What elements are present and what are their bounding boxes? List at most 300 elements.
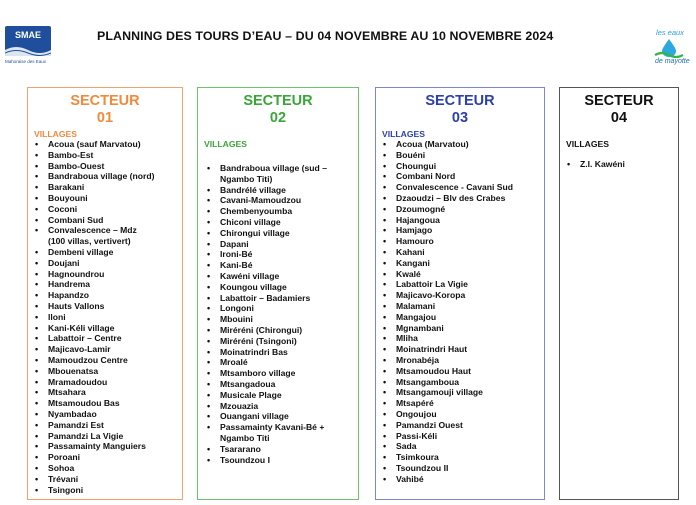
village-name: Coconi bbox=[48, 203, 78, 214]
eaux-de-mayotte-logo bbox=[646, 26, 692, 74]
village-item bbox=[28, 204, 182, 215]
village-item bbox=[198, 390, 358, 401]
village-item bbox=[376, 247, 544, 258]
bullet-icon: • bbox=[207, 195, 211, 206]
village-name: Ongoujou bbox=[396, 408, 437, 419]
village-item bbox=[198, 379, 358, 390]
village-name: Hajangoua bbox=[396, 214, 440, 225]
village-name: Passi-Kéli bbox=[396, 430, 438, 441]
village-name: Combani Nord bbox=[396, 171, 456, 182]
village-item bbox=[28, 355, 182, 366]
village-name: Mtsamoudou Haut bbox=[396, 365, 471, 376]
village-name: Tsoundzou II bbox=[396, 462, 449, 473]
village-name: Bouéni bbox=[396, 149, 426, 160]
village-item bbox=[376, 204, 544, 215]
village-name: Majicavo-Koropa bbox=[396, 290, 466, 301]
village-item bbox=[198, 163, 358, 185]
village-item bbox=[198, 422, 358, 444]
village-name: Trévani bbox=[48, 473, 79, 484]
village-name: Kahani bbox=[396, 246, 425, 257]
village-name: Hamjago bbox=[396, 225, 433, 236]
village-name: Mroalé bbox=[220, 357, 248, 368]
village-name: Chembenyoumba bbox=[220, 206, 293, 217]
bullet-icon: • bbox=[207, 227, 211, 238]
village-item bbox=[376, 161, 544, 172]
village-item bbox=[198, 455, 358, 466]
bullet-icon: • bbox=[383, 419, 387, 430]
village-name: Mtsangadoua bbox=[220, 378, 276, 389]
bullet-icon: • bbox=[383, 139, 387, 149]
village-name: Mbouenatsa bbox=[48, 365, 99, 376]
village-item bbox=[28, 301, 182, 312]
village-name: Kani-Bé bbox=[220, 260, 253, 271]
village-item bbox=[376, 452, 544, 463]
village-item bbox=[376, 193, 544, 204]
village-item bbox=[198, 239, 358, 250]
village-item bbox=[376, 139, 544, 150]
bullet-icon: • bbox=[35, 452, 39, 463]
village-item bbox=[376, 215, 544, 226]
village-item bbox=[28, 333, 182, 344]
village-name: Mliha bbox=[396, 333, 418, 344]
bullet-icon: • bbox=[207, 378, 211, 389]
village-name: Mronabéja bbox=[396, 354, 439, 365]
village-name: Kangani bbox=[396, 257, 430, 268]
village-name: Mzouazia bbox=[220, 400, 259, 411]
village-name: Tsararano bbox=[220, 443, 261, 454]
village-item bbox=[28, 161, 182, 172]
bullet-icon: • bbox=[207, 411, 211, 422]
bullet-icon: • bbox=[35, 333, 39, 344]
bullet-icon: • bbox=[207, 443, 211, 454]
bullet-icon: • bbox=[207, 324, 211, 335]
villages-label: VILLAGES bbox=[34, 129, 77, 139]
village-item bbox=[198, 217, 358, 228]
village-item bbox=[198, 206, 358, 217]
village-name: Combani Sud bbox=[48, 214, 104, 225]
village-item bbox=[198, 401, 358, 412]
village-item bbox=[376, 312, 544, 323]
village-item bbox=[28, 377, 182, 388]
sector-number: 03 bbox=[451, 110, 469, 126]
bullet-icon: • bbox=[383, 192, 387, 203]
bullet-icon: • bbox=[383, 311, 387, 322]
village-item bbox=[376, 344, 544, 355]
bullet-icon: • bbox=[383, 408, 387, 419]
village-name: Dapani bbox=[220, 238, 249, 249]
bullet-icon: • bbox=[383, 387, 387, 398]
village-name: Convalescence - Cavani Sud bbox=[396, 182, 514, 193]
sector-01-title bbox=[28, 93, 182, 127]
village-name: Choungui bbox=[396, 160, 437, 171]
village-item bbox=[28, 323, 182, 334]
village-name: Mamoudzou Centre bbox=[48, 354, 128, 365]
village-item bbox=[28, 387, 182, 398]
village-name: Acoua (sauf Marvatou) bbox=[48, 139, 141, 149]
village-item bbox=[28, 150, 182, 161]
bullet-icon: • bbox=[567, 159, 571, 169]
village-item bbox=[28, 441, 182, 452]
village-item bbox=[28, 452, 182, 463]
village-name: Hauts Vallons bbox=[48, 300, 105, 311]
bullet-icon: • bbox=[383, 333, 387, 344]
village-name: Kani-Kéli village bbox=[48, 322, 115, 333]
village-item bbox=[376, 269, 544, 280]
village-name: Sohoa bbox=[48, 462, 75, 473]
village-name: Pamandzi Ouest bbox=[396, 419, 463, 430]
village-name: Miréréni (Chirongui) bbox=[220, 324, 303, 335]
bullet-icon: • bbox=[207, 422, 211, 433]
village-item bbox=[28, 420, 182, 431]
bullet-icon: • bbox=[207, 368, 211, 379]
bullet-icon: • bbox=[207, 249, 211, 260]
village-item bbox=[28, 193, 182, 204]
village-item bbox=[28, 485, 182, 496]
sector-04-panel bbox=[559, 87, 679, 500]
village-name: Mbouini bbox=[220, 314, 253, 325]
village-name: Iloni bbox=[48, 311, 66, 322]
bullet-icon: • bbox=[35, 300, 39, 311]
bullet-icon: • bbox=[383, 257, 387, 268]
village-name: Tsoundzou I bbox=[220, 454, 270, 465]
sector-title-label: SECTEUR bbox=[243, 93, 313, 109]
village-list bbox=[560, 159, 678, 170]
bullet-icon: • bbox=[383, 290, 387, 301]
village-name: Acoua (Marvatou) bbox=[396, 139, 469, 149]
sector-number: 04 bbox=[610, 110, 628, 126]
village-item bbox=[198, 368, 358, 379]
village-item bbox=[376, 290, 544, 301]
bullet-icon: • bbox=[35, 376, 39, 387]
bullet-icon: • bbox=[207, 400, 211, 411]
bullet-icon: • bbox=[207, 163, 211, 173]
village-item bbox=[198, 260, 358, 271]
village-name: Pamandzi La Vigie bbox=[48, 430, 124, 441]
logo-text-top: les eaux bbox=[656, 28, 684, 37]
village-name: Bambo-Ouest bbox=[48, 160, 105, 171]
village-name: Labattoir – Badamiers bbox=[220, 292, 311, 303]
bullet-icon: • bbox=[35, 268, 39, 279]
sector-01-panel bbox=[27, 87, 183, 500]
bullet-icon: • bbox=[207, 346, 211, 357]
village-list bbox=[198, 163, 358, 465]
village-item bbox=[198, 314, 358, 325]
village-name: Mtsamboro village bbox=[220, 368, 296, 379]
village-name: Sada bbox=[396, 441, 417, 452]
smae-logo-subtitle: Mahoraise des Eaux bbox=[5, 59, 47, 64]
bullet-icon: • bbox=[383, 236, 387, 247]
village-name: Mramadoudou bbox=[48, 376, 108, 387]
villages-label: VILLAGES bbox=[204, 139, 247, 149]
village-name: Moinatrindri Haut bbox=[396, 344, 468, 355]
bullet-icon: • bbox=[207, 314, 211, 325]
bullet-icon: • bbox=[35, 484, 39, 495]
bullet-icon: • bbox=[35, 344, 39, 355]
bullet-icon: • bbox=[35, 182, 39, 193]
village-name: Convalescence – Mdz (100 villas, vertivert) bbox=[48, 225, 137, 247]
village-name: Mtsangamboua bbox=[396, 376, 460, 387]
village-name: Hamouro bbox=[396, 236, 434, 247]
bullet-icon: • bbox=[383, 182, 387, 193]
village-item bbox=[376, 182, 544, 193]
bullet-icon: • bbox=[35, 246, 39, 257]
page-title: PLANNING DES TOURS D’EAU – DU 04 NOVEMBRE AU 10 NOVEMBRE 2024 bbox=[97, 29, 554, 43]
bullet-icon: • bbox=[35, 149, 39, 160]
village-name: Passamainty Kavani-Bé + Ngambo Titi bbox=[220, 422, 325, 443]
bullet-icon: • bbox=[35, 365, 39, 376]
village-item bbox=[198, 444, 358, 455]
village-item bbox=[376, 398, 544, 409]
village-item bbox=[28, 409, 182, 420]
village-name: Vahibé bbox=[396, 473, 424, 484]
village-item bbox=[560, 159, 678, 170]
village-name: Bandrélé village bbox=[220, 184, 286, 195]
village-name: Bouyouni bbox=[48, 192, 88, 203]
village-name: Z.I. Kawéni bbox=[580, 159, 625, 169]
village-item bbox=[28, 258, 182, 269]
bullet-icon: • bbox=[383, 279, 387, 290]
village-item bbox=[28, 344, 182, 355]
bullet-icon: • bbox=[383, 225, 387, 236]
village-item bbox=[376, 355, 544, 366]
village-item bbox=[376, 387, 544, 398]
village-item bbox=[28, 431, 182, 442]
village-name: Tsingoni bbox=[48, 484, 84, 495]
bullet-icon: • bbox=[35, 462, 39, 473]
village-name: Chiconi village bbox=[220, 216, 281, 227]
village-item bbox=[376, 333, 544, 344]
village-item bbox=[376, 463, 544, 474]
village-item bbox=[376, 279, 544, 290]
bullet-icon: • bbox=[383, 441, 387, 452]
village-name: Miréréni (Tsingoni) bbox=[220, 335, 297, 346]
village-name: Mangajou bbox=[396, 311, 437, 322]
bullet-icon: • bbox=[35, 192, 39, 203]
village-name: Mgnambani bbox=[396, 322, 444, 333]
village-item bbox=[376, 409, 544, 420]
village-name: Pamandzi Est bbox=[48, 419, 104, 430]
village-item bbox=[376, 377, 544, 388]
village-name: Mtsapéré bbox=[396, 398, 434, 409]
village-name: Cavani-Mamoudzou bbox=[220, 195, 302, 206]
village-name: Moinatrindri Bas bbox=[220, 346, 288, 357]
bullet-icon: • bbox=[383, 322, 387, 333]
village-name: Tsimkoura bbox=[396, 452, 439, 463]
bullet-icon: • bbox=[207, 335, 211, 346]
village-item bbox=[198, 185, 358, 196]
village-name: Mtsangamouji village bbox=[396, 387, 483, 398]
village-name: Doujani bbox=[48, 257, 80, 268]
smae-logo-text: SMAE bbox=[14, 30, 41, 40]
village-name: Passamainty Manguiers bbox=[48, 441, 146, 452]
village-item bbox=[28, 247, 182, 258]
village-name: Mtsamoudou Bas bbox=[48, 398, 120, 409]
smae-logo bbox=[5, 26, 53, 76]
bullet-icon: • bbox=[207, 357, 211, 368]
bullet-icon: • bbox=[35, 473, 39, 484]
wave-icon bbox=[5, 44, 51, 56]
bullet-icon: • bbox=[35, 225, 39, 236]
bullet-icon: • bbox=[35, 322, 39, 333]
village-item bbox=[198, 293, 358, 304]
village-name: Bandraboua village (nord) bbox=[48, 171, 155, 182]
village-item bbox=[28, 215, 182, 226]
village-item bbox=[28, 269, 182, 280]
village-item bbox=[376, 474, 544, 485]
bullet-icon: • bbox=[383, 300, 387, 311]
village-item bbox=[28, 279, 182, 290]
village-item bbox=[198, 357, 358, 368]
village-item bbox=[376, 366, 544, 377]
village-name: Dembeni village bbox=[48, 246, 114, 257]
village-item bbox=[376, 301, 544, 312]
village-item bbox=[198, 325, 358, 336]
bullet-icon: • bbox=[383, 214, 387, 225]
bullet-icon: • bbox=[207, 184, 211, 195]
village-name: Kawéni village bbox=[220, 270, 280, 281]
bullet-icon: • bbox=[207, 206, 211, 217]
village-name: Majicavo-Lamir bbox=[48, 344, 111, 355]
bullet-icon: • bbox=[35, 354, 39, 365]
village-item bbox=[198, 336, 358, 347]
village-name: Labattoir – Centre bbox=[48, 333, 122, 344]
bullet-icon: • bbox=[207, 389, 211, 400]
bullet-icon: • bbox=[35, 279, 39, 290]
village-item bbox=[28, 398, 182, 409]
village-name: Bandraboua village (sud – Ngambo Titi) bbox=[220, 163, 327, 184]
bullet-icon: • bbox=[207, 238, 211, 249]
bullet-icon: • bbox=[383, 365, 387, 376]
village-item bbox=[198, 271, 358, 282]
sector-02-panel bbox=[197, 87, 359, 500]
village-item bbox=[198, 303, 358, 314]
village-item bbox=[28, 290, 182, 301]
bullet-icon: • bbox=[383, 398, 387, 409]
bullet-icon: • bbox=[383, 171, 387, 182]
village-item bbox=[376, 420, 544, 431]
village-item bbox=[28, 171, 182, 182]
village-name: Chirongui village bbox=[220, 227, 290, 238]
bullet-icon: • bbox=[35, 290, 39, 301]
bullet-icon: • bbox=[35, 139, 39, 149]
village-item bbox=[376, 150, 544, 161]
village-item bbox=[28, 474, 182, 485]
village-item bbox=[376, 323, 544, 334]
village-name: Kwalé bbox=[396, 268, 421, 279]
bullet-icon: • bbox=[35, 160, 39, 171]
bullet-icon: • bbox=[35, 311, 39, 322]
village-item bbox=[28, 139, 182, 150]
sector-number: 01 bbox=[96, 110, 114, 126]
bullet-icon: • bbox=[35, 430, 39, 441]
bullet-icon: • bbox=[383, 452, 387, 463]
village-name: Longoni bbox=[220, 303, 254, 314]
bullet-icon: • bbox=[35, 171, 39, 182]
bullet-icon: • bbox=[35, 203, 39, 214]
bullet-icon: • bbox=[383, 203, 387, 214]
bullet-icon: • bbox=[383, 462, 387, 473]
sector-03-panel bbox=[375, 87, 545, 500]
village-name: Musicale Plage bbox=[220, 389, 282, 400]
village-item bbox=[376, 258, 544, 269]
bullet-icon: • bbox=[207, 216, 211, 227]
village-item bbox=[198, 228, 358, 239]
village-name: Dzaoudzi – Blv des Crabes bbox=[396, 192, 506, 203]
bullet-icon: • bbox=[383, 344, 387, 355]
bullet-icon: • bbox=[207, 270, 211, 281]
sector-03-title bbox=[376, 93, 544, 127]
sector-title-label: SECTEUR bbox=[70, 93, 140, 109]
village-list bbox=[28, 139, 182, 495]
village-name: Koungou village bbox=[220, 281, 287, 292]
village-item bbox=[198, 195, 358, 206]
bullet-icon: • bbox=[383, 149, 387, 160]
village-item bbox=[198, 249, 358, 260]
bullet-icon: • bbox=[383, 473, 387, 484]
bullet-icon: • bbox=[35, 441, 39, 452]
villages-label: VILLAGES bbox=[566, 139, 609, 149]
bullet-icon: • bbox=[383, 376, 387, 387]
village-name: Ironi-Bé bbox=[220, 249, 253, 260]
village-item bbox=[28, 463, 182, 474]
village-name: Nyambadao bbox=[48, 408, 97, 419]
village-name: Barakani bbox=[48, 182, 85, 193]
village-name: Hagnoundrou bbox=[48, 268, 105, 279]
bullet-icon: • bbox=[207, 260, 211, 271]
bullet-icon: • bbox=[383, 268, 387, 279]
village-name: Poroani bbox=[48, 452, 80, 463]
village-name: Bambo-Est bbox=[48, 149, 94, 160]
bullet-icon: • bbox=[35, 398, 39, 409]
village-item bbox=[198, 282, 358, 293]
village-item bbox=[376, 441, 544, 452]
sector-title-label: SECTEUR bbox=[584, 93, 654, 109]
village-item bbox=[376, 225, 544, 236]
bullet-icon: • bbox=[207, 292, 211, 303]
village-name: Mtsahara bbox=[48, 387, 86, 398]
bullet-icon: • bbox=[35, 257, 39, 268]
bullet-icon: • bbox=[207, 303, 211, 314]
village-name: Handrema bbox=[48, 279, 91, 290]
bullet-icon: • bbox=[35, 387, 39, 398]
logo-text-bottom: de mayotte bbox=[655, 58, 690, 65]
village-item bbox=[28, 312, 182, 323]
water-drop-icon bbox=[654, 38, 684, 58]
bullet-icon: • bbox=[207, 281, 211, 292]
bullet-icon: • bbox=[383, 430, 387, 441]
village-item bbox=[198, 347, 358, 358]
bullet-icon: • bbox=[383, 354, 387, 365]
village-item bbox=[376, 171, 544, 182]
village-name: Labattoir La Vigie bbox=[396, 279, 468, 290]
bullet-icon: • bbox=[35, 214, 39, 225]
village-name: Hapandzo bbox=[48, 290, 90, 301]
village-item bbox=[28, 225, 182, 247]
villages-label: VILLAGES bbox=[382, 129, 425, 139]
village-item bbox=[376, 236, 544, 247]
bullet-icon: • bbox=[35, 408, 39, 419]
bullet-icon: • bbox=[383, 160, 387, 171]
village-item bbox=[28, 182, 182, 193]
bullet-icon: • bbox=[383, 246, 387, 257]
sector-02-title bbox=[198, 93, 358, 127]
village-list bbox=[376, 139, 544, 485]
sector-title-label: SECTEUR bbox=[425, 93, 495, 109]
village-item bbox=[198, 411, 358, 422]
village-item bbox=[376, 431, 544, 442]
village-item bbox=[28, 366, 182, 377]
village-name: Ouangani village bbox=[220, 411, 289, 422]
